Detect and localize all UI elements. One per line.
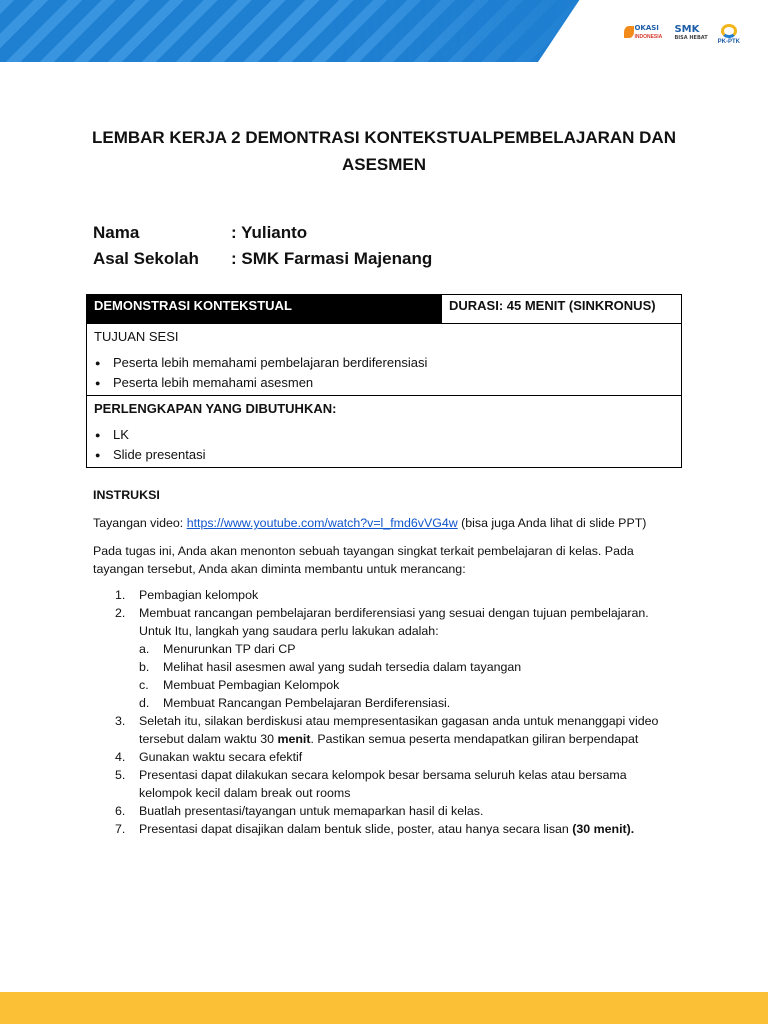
step-bold: (30 menit). — [572, 822, 635, 836]
smk-logo — [674, 25, 707, 43]
step-text: Buatlah presentasi/tayangan untuk memaparkan hasil di kelas. — [139, 804, 484, 818]
list-item: ● Peserta lebih memahami asesmen — [94, 373, 674, 393]
video-line — [93, 514, 683, 532]
step-number: 4. — [115, 750, 126, 764]
identity-block — [93, 220, 432, 272]
video-link[interactable]: https://www.youtube.com/watch?v=l_fmd6vVG4w — [186, 516, 458, 530]
list-item — [93, 820, 683, 838]
step-number: 5. — [115, 768, 126, 782]
substep-text: Membuat Pembagian Kelompok — [163, 678, 340, 692]
substep-letter: d. — [139, 696, 150, 710]
title-line-2: ASESMEN — [341, 155, 427, 174]
bottom-bar — [0, 992, 768, 1024]
tujuan-list — [94, 353, 674, 393]
top-banner — [0, 0, 768, 62]
steps-list — [93, 586, 683, 838]
table-header-row — [87, 295, 681, 324]
instructions — [93, 486, 683, 838]
okasi-logo — [624, 22, 664, 46]
step-text: Pembagian kelompok — [139, 588, 259, 602]
session-info-table — [86, 294, 682, 468]
tujuan-section — [87, 324, 681, 396]
list-item — [139, 694, 683, 712]
document-title — [86, 124, 682, 178]
okasi-logo-subtext: INDONESIA — [634, 34, 663, 40]
pk-ptk-mark-icon — [721, 24, 737, 38]
list-item — [93, 586, 683, 604]
list-item: ● Peserta lebih memahami pembelajaran berdiferensiasi — [94, 353, 674, 373]
substep-letter: c. — [139, 678, 149, 692]
list-item: ● Slide presentasi — [94, 445, 674, 465]
video-prefix: Tayangan video: — [93, 516, 187, 530]
step-text: Presentasi dapat dilakukan secara kelompok besar bersama seluruh kelas atau bersama kelompok kecil dalam break out rooms — [139, 768, 627, 800]
banner-logos — [624, 22, 740, 46]
smk-logo-subtext: BISA HEBAT — [674, 35, 708, 41]
step-number: 1. — [115, 588, 126, 602]
step-number: 3. — [115, 714, 126, 728]
okasi-logo-text: OKASI — [634, 24, 659, 32]
list-item — [93, 766, 683, 802]
list-item — [93, 748, 683, 766]
instructions-heading: INSTRUKSI — [93, 488, 160, 502]
list-item: ● LK — [94, 425, 674, 445]
title-line-1: LEMBAR KERJA 2 DEMONTRASI KONTEKSTUALPEMBELAJARAN DAN — [91, 128, 676, 147]
step-text: Presentasi dapat disajikan dalam bentuk slide, poster, atau hanya secara lisan — [139, 822, 573, 836]
substep-text: Menurunkan TP dari CP — [163, 642, 296, 656]
banner-stripes — [0, 0, 600, 62]
list-item — [93, 712, 683, 748]
substep-letter: b. — [139, 660, 150, 674]
step-text: Seletah itu, silakan berdiskusi atau mempresentasikan gagasan anda untuk menanggapi video tersebut dalam waktu 30 — [139, 714, 659, 746]
smk-logo-text: SMK — [674, 24, 700, 35]
step-number: 6. — [115, 804, 126, 818]
list-item — [93, 802, 683, 820]
list-item — [139, 676, 683, 694]
step-number: 7. — [115, 822, 126, 836]
step-number: 2. — [115, 606, 126, 620]
video-suffix: (bisa juga Anda lihat di slide PPT) — [457, 516, 647, 530]
substeps-list — [139, 640, 683, 712]
identity-value: : SMK Farmasi Majenang — [231, 249, 433, 268]
identity-row-sekolah — [93, 246, 432, 272]
list-item — [139, 658, 683, 676]
step-text: Gunakan waktu secara efektif — [139, 750, 303, 764]
substep-letter: a. — [139, 642, 150, 656]
header-demonstrasi: DEMONSTRASI KONTEKSTUAL — [87, 295, 441, 323]
header-durasi: DURASI: 45 MENIT (SINKRONUS) — [441, 295, 681, 323]
perlengkapan-section — [87, 396, 681, 467]
substep-text: Melihat hasil asesmen awal yang sudah tersedia dalam tayangan — [163, 660, 522, 674]
substep-text: Membuat Rancangan Pembelajaran Berdiferensiasi. — [163, 696, 451, 710]
perlengkapan-list — [94, 425, 674, 465]
identity-value: : Yulianto — [231, 223, 308, 242]
okasi-swoosh-icon — [624, 26, 634, 38]
perlengkapan-title: PERLENGKAPAN YANG DIBUTUHKAN: — [94, 401, 337, 416]
step-text: . Pastikan semua peserta mendapatkan giliran berpendapat — [310, 732, 639, 746]
identity-key: Nama — [93, 223, 140, 242]
step-text: Membuat rancangan pembelajaran berdiferensiasi yang sesuai dengan tujuan pembelajaran. Untuk Itu, langkah yang saudara perlu lakukan adalah: — [139, 606, 649, 638]
pk-ptk-logo-text: PK-PTK — [717, 38, 740, 45]
tujuan-title: TUJUAN SESI — [94, 329, 179, 344]
list-item — [139, 640, 683, 658]
identity-key: Asal Sekolah — [93, 249, 199, 268]
list-item — [93, 604, 683, 712]
step-bold: menit — [277, 732, 311, 746]
intro-paragraph: Pada tugas ini, Anda akan menonton sebuah tayangan singkat terkait pembelajaran di kelas. Pada tayangan tersebut, Anda akan diminta membantu untuk merancang: — [93, 544, 634, 576]
identity-row-nama — [93, 220, 432, 246]
pk-ptk-logo — [718, 24, 740, 45]
